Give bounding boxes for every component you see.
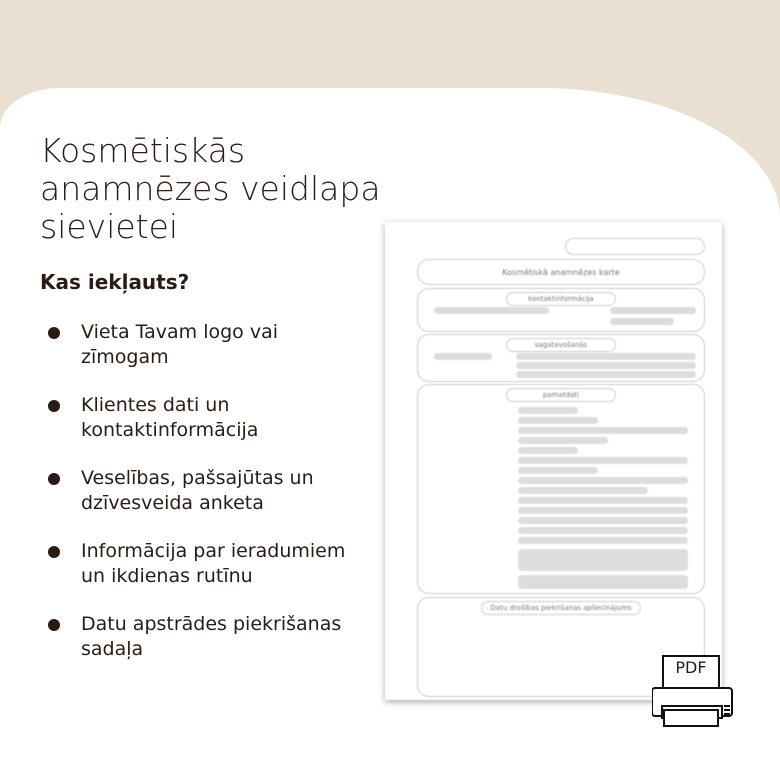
field-bar <box>518 467 598 474</box>
feature-text: Vieta Tavam logo vai zīmogam <box>81 321 279 368</box>
feature-item <box>48 393 348 443</box>
printer-pdf-icon <box>652 648 742 728</box>
field-bar <box>518 517 688 524</box>
field-bar <box>518 549 688 571</box>
basic-data-section <box>417 384 705 594</box>
field-bar <box>518 537 688 544</box>
page-title: Kosmētiskās anamnēzes veidlapa sievietei <box>40 131 381 246</box>
pdf-label: PDF <box>675 658 707 677</box>
feature-text: Informācija par ieradumiem un ikdienas rutīnu <box>81 540 346 587</box>
field-bar <box>434 307 549 314</box>
field-bar <box>518 527 688 534</box>
preparation-section <box>417 334 705 382</box>
document-header <box>417 259 705 285</box>
field-bar <box>516 353 696 360</box>
document-preview <box>385 222 722 700</box>
section-label: pamatdati <box>506 388 616 402</box>
field-bar <box>518 457 688 464</box>
field-bar <box>434 353 492 360</box>
feature-text: Klientes dati un kontaktinformācija <box>81 394 259 441</box>
section-label: kontaktinformācija <box>506 292 616 306</box>
section-label: sagatavošanās <box>506 338 616 352</box>
field-bar <box>518 477 688 484</box>
feature-item <box>48 320 348 370</box>
section-label: Datu drošības piekrišanas apliecinājums <box>481 601 641 615</box>
feature-item <box>48 466 348 516</box>
field-bar <box>518 427 688 434</box>
bullet-icon <box>48 327 60 339</box>
feature-text: Datu apstrādes piekrišanas sadaļa <box>81 613 342 660</box>
field-bar <box>516 362 696 369</box>
field-bar <box>518 407 578 414</box>
bullet-icon <box>48 619 60 631</box>
field-bar <box>518 497 688 504</box>
field-bar <box>518 447 578 454</box>
bullet-icon <box>48 546 60 558</box>
bullet-icon <box>48 473 60 485</box>
subtitle: Kas iekļauts? <box>40 270 190 294</box>
field-bar <box>518 437 608 444</box>
field-bar <box>518 487 648 494</box>
feature-list <box>48 320 348 685</box>
feature-item <box>48 539 348 589</box>
contact-section <box>417 288 705 332</box>
field-bar <box>518 417 598 424</box>
logo-placeholder <box>565 238 705 255</box>
field-bar <box>610 307 696 314</box>
feature-text: Veselības, pašsajūtas un dzīvesveida anketa <box>81 467 314 514</box>
field-bar <box>610 318 674 325</box>
field-bar <box>518 507 688 514</box>
field-bar <box>518 575 688 589</box>
field-bar <box>516 371 696 378</box>
bullet-icon <box>48 400 60 412</box>
feature-item <box>48 612 348 662</box>
document-title: Kosmētiskā anamnēzes karte <box>502 268 620 277</box>
